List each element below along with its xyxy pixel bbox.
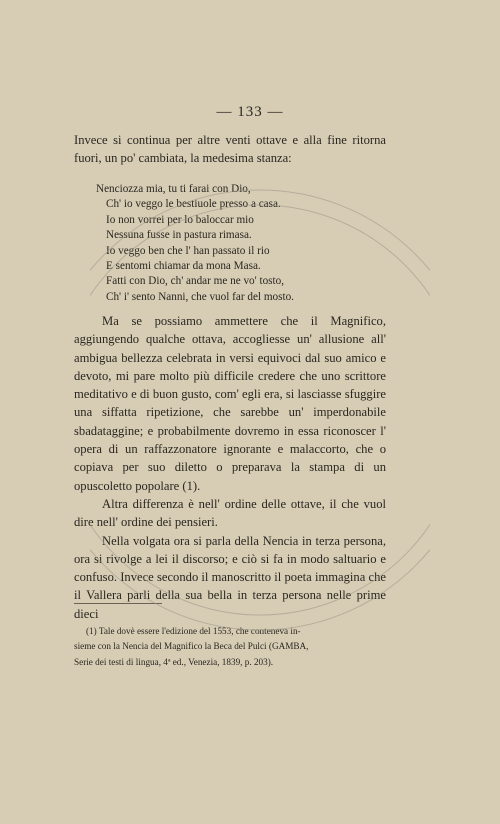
verse-line: E sentomi chiamar da mona Masa. (106, 260, 261, 273)
body-paragraph: Altra differenza è nell' ordine delle ottave, il che vuol dire nell' ordine dei pensieri. (74, 496, 386, 530)
verse-line: Nessuna fusse in pastura rimasa. (106, 229, 252, 242)
page-number: — 133 — (216, 104, 284, 120)
footnote-rule (74, 603, 162, 604)
intro-paragraph (74, 131, 386, 168)
verse-line: Io veggo ben che l' han passato il rio (106, 244, 270, 257)
body-paragraph: Nella volgata ora si parla della Nencia in terza persona, ora si rivolge a lei il discorso; e ciò si fa in modo saltuario e confuso. Invece secondo il manoscritto il poeta immagina che il Vallera parli della sua bella in terza persona nelle prime dieci (74, 533, 386, 621)
footnote (74, 624, 386, 670)
verse-line: Io non vorrei per lo baloccar mio (106, 213, 254, 226)
verse-line: Ch' i' sento Nanni, che vuol far del mosto. (106, 290, 294, 303)
verse-line: Ch' io veggo le bestiuole presso a casa. (106, 198, 281, 211)
intro-text: Invece si continua per altre venti ottave e alla fine ritorna fuori, un po' cambiata, la medesima stanza: (74, 133, 386, 166)
footnote-line: Serie dei testi di lingua, 4ª ed., Venezia, 1839, p. 203). (74, 656, 274, 667)
footnote-line: (1) Tale dovè essere l'edizione del 1553, che conteneva in- (86, 626, 301, 636)
verse-line: Nenciozza mia, tu ti farai con Dio, (96, 183, 251, 195)
body-text (74, 312, 386, 623)
verse-line: Fatti con Dio, ch' andar me ne vo' tosto, (106, 275, 285, 288)
footnote-line: sieme con la Nencia del Magnifico la Beca del Pulci (GAMBA, (74, 641, 309, 652)
verse-stanza (96, 182, 294, 305)
body-paragraph: Ma se possiamo ammettere che il Magnifico, aggiungendo qualche ottava, accogliesse un' allusione all' ambigua bellezza celebrata in versi equivoci dal suo amico e devoto, mi pare molto più difficile credere che uno scrittore meditativo e di buon gusto, com' egli era, si lasciasse sfuggire una siffatta ripetizione, che sarebbe un' imperdonabile sbadataggine; e probabilmente dovremo in essa riconoscer l' opera di un raffazzonatore ignorante e malaccorto, che o copiava per suo diletto o preparava la stampa di un opuscoletto popolare (1). (74, 314, 386, 493)
